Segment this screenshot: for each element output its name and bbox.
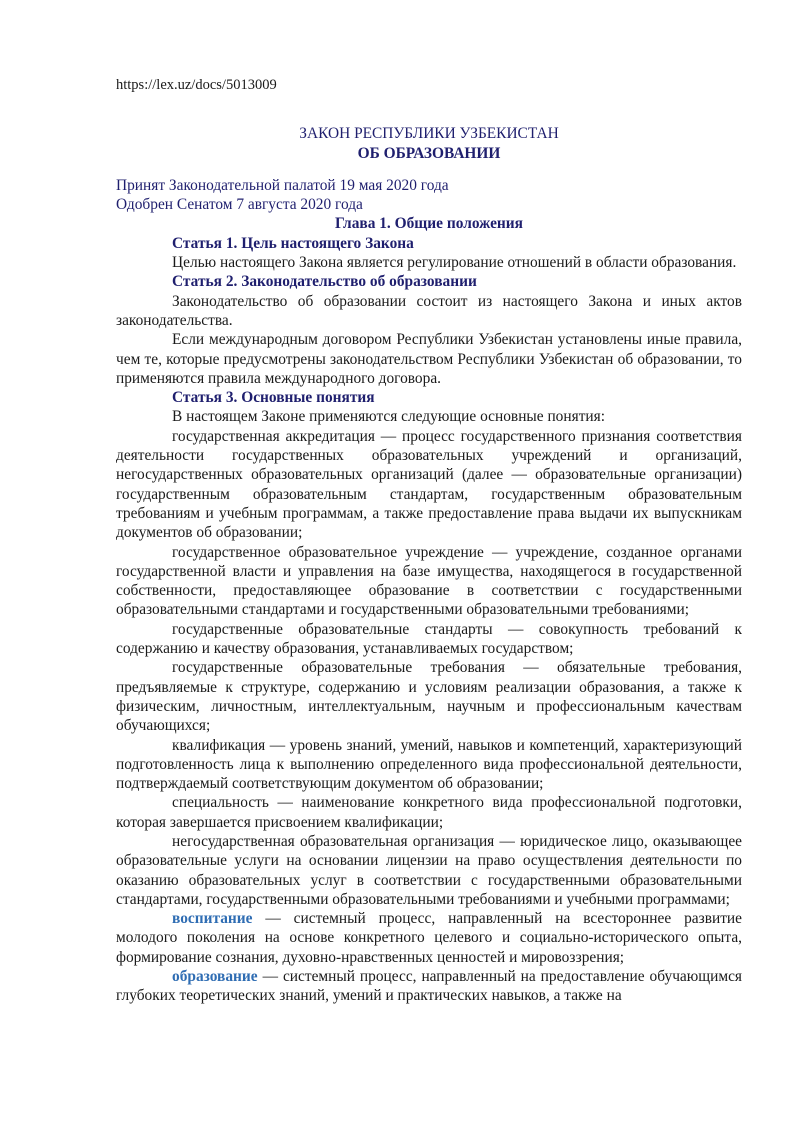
definition-state-standards: государственные образовательные стандарты — совокупность требований к содержанию и качеству образования, устанавливаемых государством;	[116, 620, 742, 658]
definition-accreditation: государственная аккредитация — процесс государственного признания соответствия деятельности государственных образовательных учреждений и организаций, негосударственных образовательных организаций (далее — образовательные организации) государственным образовательным стандартам, государственным образовательным требованиям и учебным программам, а также предоставление права выдачи их выпускникам документов об образовании;	[116, 427, 742, 542]
approved-date: Одобрен Сенатом 7 августа 2020 года	[116, 196, 363, 214]
article-2-paragraph-2: Если международным договором Республики Узбекистан установлены иные правила, чем те, которые предусмотрены законодательством Республики Узбекистан об образовании, то применяются правила международного договора.	[116, 331, 742, 387]
definition-upbringing-text: — системный процесс, направленный на всестороннее развитие молодого поколения на основе конкретного целевого и социально-исторического опыта, формирование сознания, духовно-нравственных ценностей и мировоззрения;	[116, 910, 742, 966]
definition-state-institution: государственное образовательное учреждение — учреждение, созданное органами государственной власти и управления на базе имущества, находящегося в государственной собственности, предоставляющее образование в соответствии с государственными образовательными стандартами и государственными образовательными требованиями;	[116, 543, 742, 619]
chapter-heading: Глава 1. Общие положения	[335, 215, 523, 233]
article-3-intro: В настоящем Законе применяются следующие основные понятия:	[172, 408, 606, 426]
definition-education	[116, 967, 742, 1006]
definition-specialty: специальность — наименование конкретного вида профессиональной подготовки, которая завершается присвоением квалификации;	[116, 794, 742, 831]
definition-nonstate-organization: негосударственная образовательная организация — юридическое лицо, оказывающее образовательные услуги на основании лицензии на право осуществления деятельности по оказанию образовательных услуг в соответствии с государственными образовательными стандартами, государственными образовательными требованиями и учебными программами;	[116, 832, 742, 908]
definition-state-requirements: государственные образовательные требования — обязательные требования, предъявляемые к структуре, содержанию и условиям реализации образования, а также к физическим, личностным, интеллектуальным, научным и профессиональным качествам обучающихся;	[116, 659, 742, 735]
definition-upbringing	[116, 909, 742, 967]
source-url: https://lex.uz/docs/5013009	[116, 77, 277, 93]
law-title: ОБ ОБРАЗОВАНИИ	[357, 144, 501, 162]
law-header-line: ЗАКОН РЕСПУБЛИКИ УЗБЕКИСТАН	[299, 125, 559, 143]
term-link-upbringing[interactable]: воспитание	[172, 910, 253, 928]
article-1-title: Статья 1. Цель настоящего Закона	[172, 234, 414, 252]
definition-education-text: — системный процесс, направленный на предоставление обучающимся глубоких теоретических знаний, умений и практических навыков, а также на	[116, 968, 742, 1005]
definition-qualification: квалификация — уровень знаний, умений, навыков и компетенций, характеризующий подготовленность лица к выполнению определенного вида профессиональной деятельности, подтверждаемый соответствующим документом об образовании;	[116, 736, 742, 793]
term-link-education[interactable]: образование	[172, 968, 258, 986]
adopted-date: Принят Законодательной палатой 19 мая 2020 года	[116, 176, 449, 194]
article-3-title: Статья 3. Основные понятия	[172, 389, 375, 407]
article-2-title: Статья 2. Законодательство об образовании	[172, 273, 477, 291]
document-page	[116, 76, 742, 1006]
article-2-paragraph-1: Законодательство об образовании состоит из настоящего Закона и иных актов законодательства.	[116, 292, 742, 329]
article-1-paragraph: Целью настоящего Закона является регулирование отношений в области образования.	[172, 254, 737, 272]
